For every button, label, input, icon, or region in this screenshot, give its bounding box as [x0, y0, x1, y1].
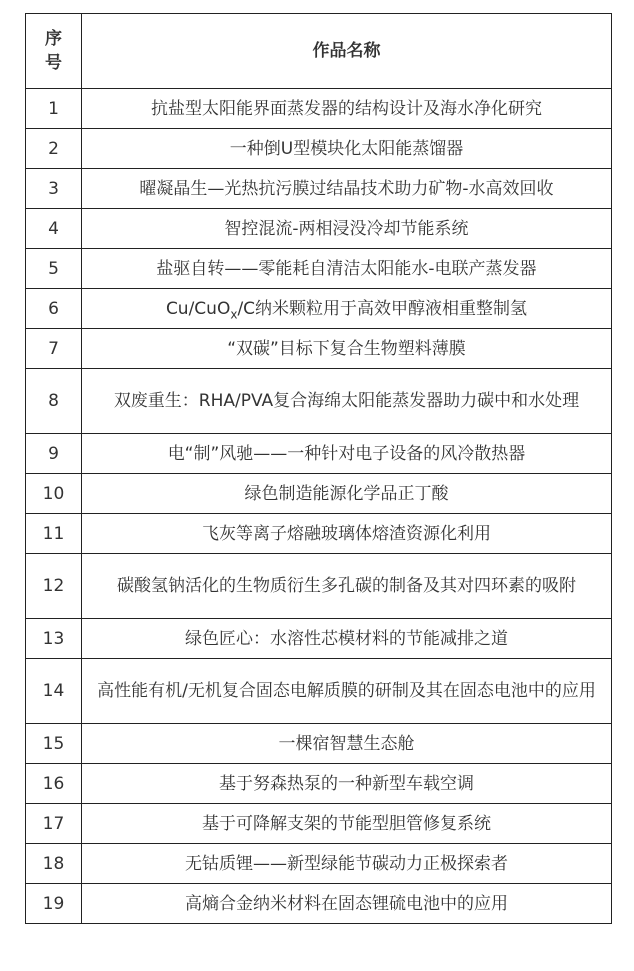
row-number: 3 — [26, 169, 82, 209]
table-row — [26, 554, 612, 619]
work-name: 一棵宿智慧生态舱 — [82, 724, 612, 764]
table-row — [26, 249, 612, 289]
work-name: 基于可降解支架的节能型胆管修复系统 — [82, 804, 612, 844]
table-body — [26, 89, 612, 924]
works-table-container — [25, 13, 611, 924]
row-number: 5 — [26, 249, 82, 289]
work-name: 高性能有机/无机复合固态电解质膜的研制及其在固态电池中的应用 — [82, 659, 612, 724]
table-row — [26, 89, 612, 129]
table-row — [26, 804, 612, 844]
row-number: 4 — [26, 209, 82, 249]
table-row — [26, 209, 612, 249]
row-number: 12 — [26, 554, 82, 619]
work-name: 一种倒U型模块化太阳能蒸馏器 — [82, 129, 612, 169]
row-number: 11 — [26, 514, 82, 554]
works-table — [25, 13, 612, 924]
row-number: 9 — [26, 434, 82, 474]
work-name: 双废重生：RHA/PVA复合海绵太阳能蒸发器助力碳中和水处理 — [82, 369, 612, 434]
work-name-part: /C纳米颗粒用于高效甲醇液相重整制氢 — [237, 298, 528, 319]
work-name: 抗盐型太阳能界面蒸发器的结构设计及海水净化研究 — [82, 89, 612, 129]
work-name: 高熵合金纳米材料在固态锂硫电池中的应用 — [82, 884, 612, 924]
row-number: 2 — [26, 129, 82, 169]
work-name: 飞灰等离子熔融玻璃体熔渣资源化利用 — [82, 514, 612, 554]
table-row — [26, 844, 612, 884]
work-name-subscript: x — [230, 306, 238, 321]
table-row — [26, 514, 612, 554]
work-name: “双碳”目标下复合生物塑料薄膜 — [82, 329, 612, 369]
table-row — [26, 434, 612, 474]
row-number: 19 — [26, 884, 82, 924]
table-header-row — [26, 14, 612, 89]
table-row — [26, 329, 612, 369]
table-row — [26, 659, 612, 724]
table-row — [26, 764, 612, 804]
row-number: 14 — [26, 659, 82, 724]
row-number: 6 — [26, 289, 82, 329]
row-number: 7 — [26, 329, 82, 369]
row-number: 8 — [26, 369, 82, 434]
work-name: 绿色匠心：水溶性芯模材料的节能减排之道 — [82, 619, 612, 659]
work-name-part: Cu/CuO — [165, 298, 231, 319]
header-index — [26, 14, 82, 89]
work-name: 碳酸氢钠活化的生物质衍生多孔碳的制备及其对四环素的吸附 — [82, 554, 612, 619]
table-row — [26, 884, 612, 924]
work-name: 基于努森热泵的一种新型车载空调 — [82, 764, 612, 804]
header-name: 作品名称 — [82, 14, 612, 89]
table-row — [26, 724, 612, 764]
header-index-line1: 序 — [45, 29, 62, 49]
row-number: 10 — [26, 474, 82, 514]
table-row — [26, 289, 612, 329]
table-row — [26, 369, 612, 434]
table-row — [26, 474, 612, 514]
work-name: 曜凝晶生—光热抗污膜过结晶技术助力矿物-水高效回收 — [82, 169, 612, 209]
row-number: 17 — [26, 804, 82, 844]
row-number: 13 — [26, 619, 82, 659]
row-number: 15 — [26, 724, 82, 764]
table-row — [26, 169, 612, 209]
work-name — [82, 289, 612, 329]
header-index-line2: 号 — [45, 53, 62, 73]
work-name: 无钴质锂——新型绿能节碳动力正极探索者 — [82, 844, 612, 884]
table-row — [26, 619, 612, 659]
row-number: 18 — [26, 844, 82, 884]
row-number: 16 — [26, 764, 82, 804]
row-number: 1 — [26, 89, 82, 129]
table-row — [26, 129, 612, 169]
work-name: 电“制”风驰——一种针对电子设备的风冷散热器 — [82, 434, 612, 474]
work-name: 绿色制造能源化学品正丁酸 — [82, 474, 612, 514]
work-name: 智控混流-两相浸没冷却节能系统 — [82, 209, 612, 249]
work-name: 盐驱自转——零能耗自清洁太阳能水-电联产蒸发器 — [82, 249, 612, 289]
